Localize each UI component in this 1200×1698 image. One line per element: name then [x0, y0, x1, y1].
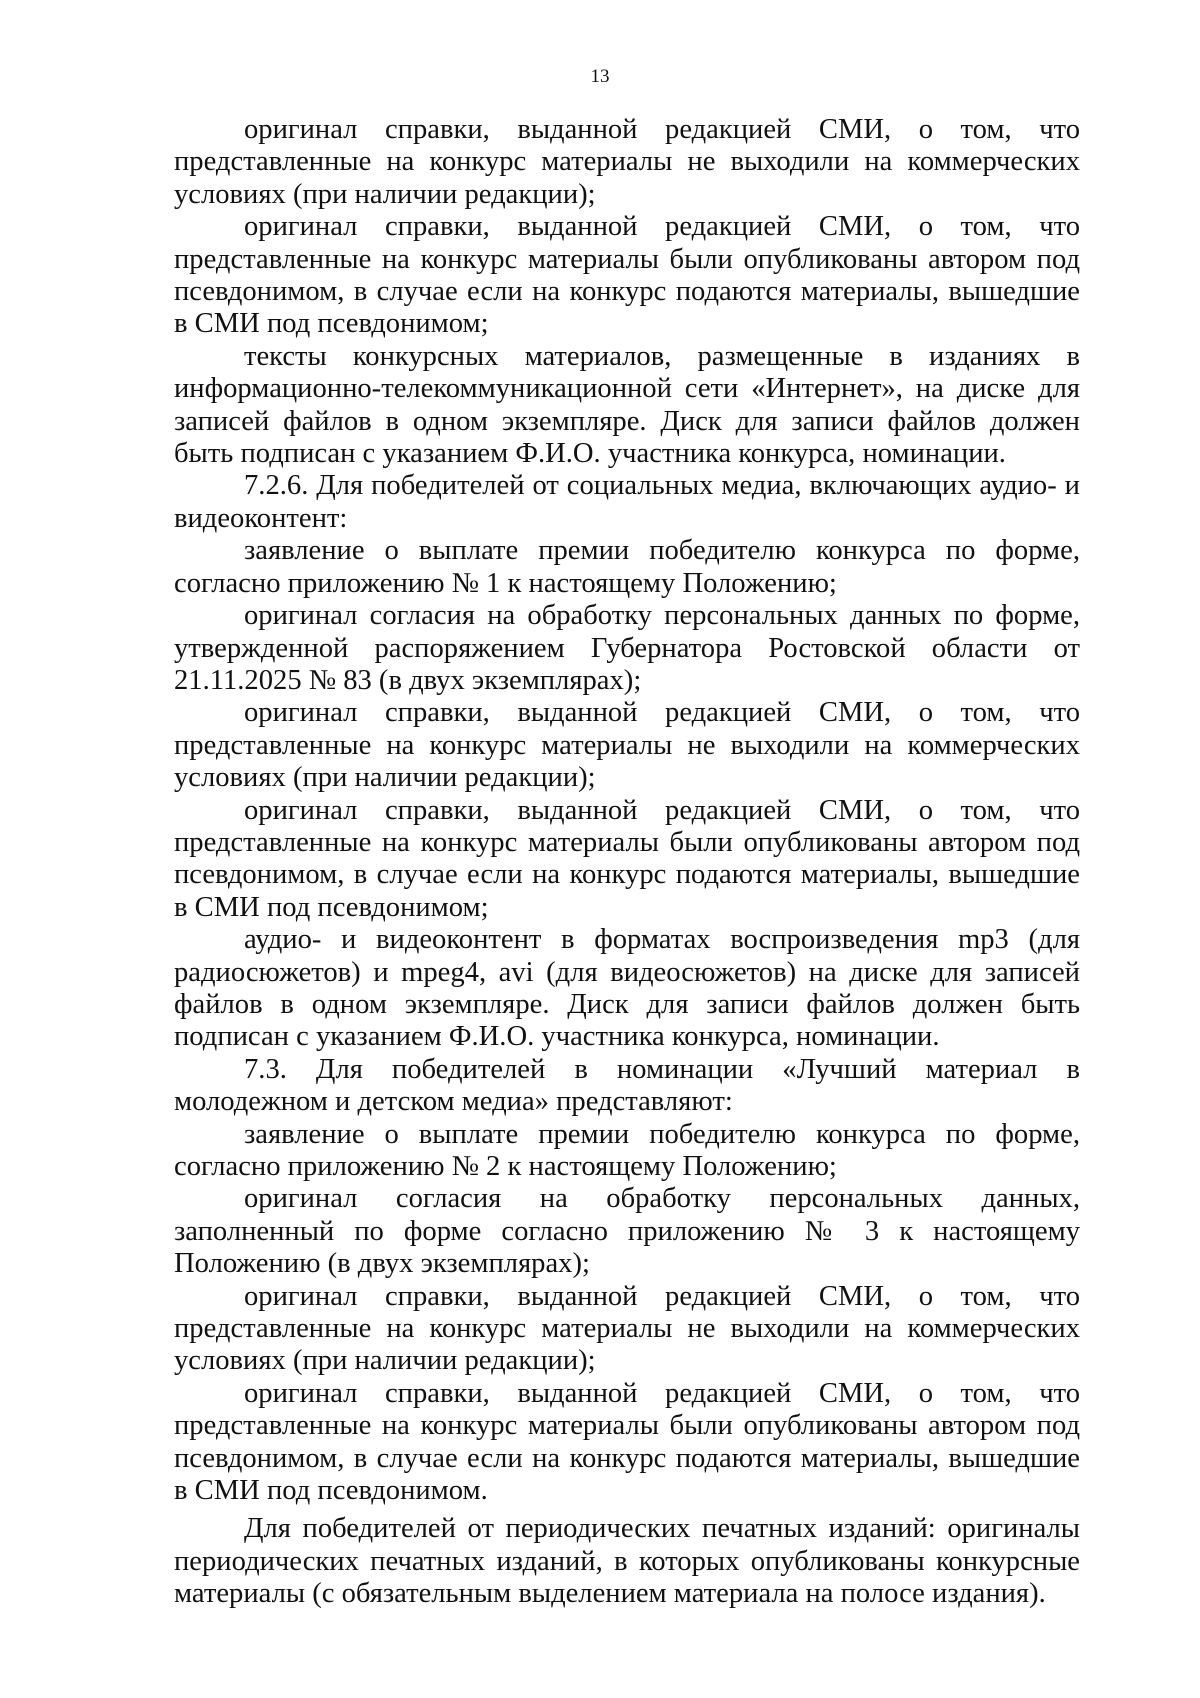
section-heading-paragraph: 7.3. Для победителей в номинации «Лучший материал в молодежном и детском медиа» представляют:: [174, 1053, 1080, 1118]
paragraph: оригинал справки, выданной редакцией СМИ, о том, что представленные на конкурс материалы были опубликованы автором под псевдонимом, в случае если на конкурс подаются материалы, вышедшие в СМИ под псевдонимом;: [174, 794, 1080, 923]
paragraph: аудио- и видеоконтент в форматах воспроизведения mp3 (для радиосюжетов) и mpeg4, avi (для видеосюжетов) на диске для записей файлов в одном экземпляре. Диск для записи файлов должен быть подписан с указанием Ф.И.О. участника конкурса, номинации.: [174, 924, 1080, 1053]
paragraph: оригинал согласия на обработку персональных данных по форме, утвержденной распоряжением Губернатора Ростовской области от 21.11.2025 № 83 (в двух экземплярах);: [174, 600, 1080, 696]
paragraph: оригинал справки, выданной редакцией СМИ, о том, что представленные на конкурс материалы не выходили на коммерческих условиях (при наличии редакции);: [174, 1280, 1080, 1377]
section-heading-paragraph: 7.2.6. Для победителей от социальных медиа, включающих аудио- и видеоконтент:: [174, 470, 1080, 534]
page-number: 13: [590, 66, 610, 87]
paragraph: заявление о выплате премии победителю конкурса по форме, согласно приложению № 2 к настоящему Положению;: [174, 1118, 1080, 1182]
paragraph: оригинал согласия на обработку персональных данных, заполненный по форме согласно приложению № 3 к настоящему Положению (в двух экземплярах);: [174, 1183, 1080, 1280]
paragraph: оригинал справки, выданной редакцией СМИ, о том, что представленные на конкурс материалы были опубликованы автором под псевдонимом, в случае если на конкурс подаются материалы, вышедшие в СМИ под псевдонимом;: [174, 211, 1080, 340]
paragraph: оригинал справки, выданной редакцией СМИ, о том, что представленные на конкурс материалы не выходили на коммерческих условиях (при наличии редакции);: [174, 697, 1080, 794]
document-body: [174, 114, 1080, 1611]
paragraph: заявление о выплате премии победителю конкурса по форме, согласно приложению № 1 к настоящему Положению;: [174, 535, 1080, 599]
paragraph: оригинал справки, выданной редакцией СМИ, о том, что представленные на конкурс материалы были опубликованы автором под псевдонимом, в случае если на конкурс подаются материалы, вышедшие в СМИ под псевдонимом.: [174, 1377, 1080, 1507]
paragraph: оригинал справки, выданной редакцией СМИ, о том, что представленные на конкурс материалы не выходили на коммерческих условиях (при наличии редакции);: [174, 114, 1080, 210]
paragraph: Для победителей от периодических печатных изданий: оригиналы периодических печатных изданий, в которых опубликованы конкурсные материалы (с обязательным выделением материала на полосе издания).: [174, 1513, 1080, 1610]
paragraph: тексты конкурсных материалов, размещенные в изданиях в информационно-телекоммуникационной сети «Интернет», на диске для записей файлов в одном экземпляре. Диск для записи файлов должен быть подписан с указанием Ф.И.О. участника конкурса, номинации.: [174, 340, 1080, 470]
